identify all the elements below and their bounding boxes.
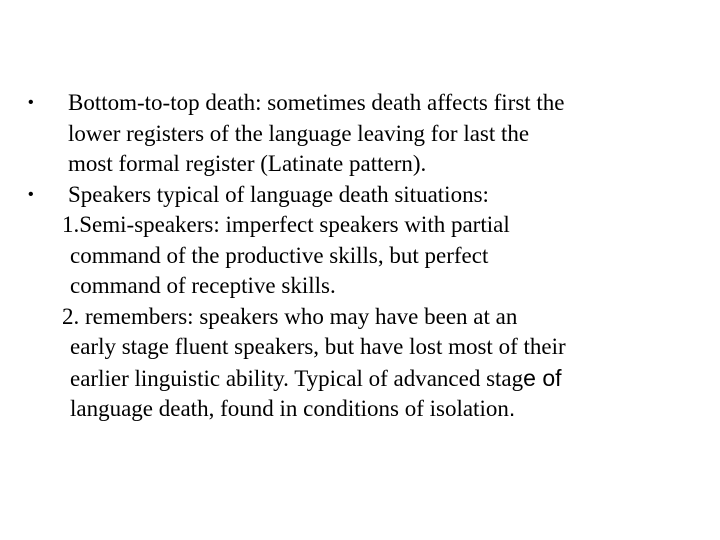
bullet-icon: • (28, 185, 34, 203)
numbered-1-line-3: command of receptive skills. (70, 273, 336, 298)
numbered-2-line-4 (28, 393, 708, 424)
numbered-1-line-2: command of the productive skills, but perfect (70, 242, 489, 268)
numbered-2-line-1: 2. remembers: speakers who may have been at an (62, 303, 518, 329)
numbered-2-line-3 (28, 363, 708, 394)
bullet-1-line-2: lower registers of the language leaving for last the (68, 120, 530, 146)
numbered-1-line-1: 1.Semi-speakers: imperfect speakers with partial (62, 212, 510, 237)
bullet-text: Bottom-to-top death: sometimes death affects first the (68, 90, 565, 115)
bullet-1-line-1 (28, 88, 708, 119)
numbered-2-line-2: early stage fluent speakers, but have lost most of their (70, 334, 566, 359)
bullet-1-line-3: most formal register (Latinate pattern). (68, 151, 427, 176)
numbered-2-line-4-text: language death, found in conditions of isolation (70, 396, 509, 421)
numbered-2-line-3-tail: e of (523, 364, 562, 391)
bullet-icon: • (28, 94, 34, 111)
numbered-2-line-4-tail: . (508, 395, 516, 421)
bullet-text: Speakers typical of language death situations: (68, 181, 489, 207)
slide-body (28, 88, 708, 424)
numbered-2-line-3-text: earlier linguistic ability. Typical of advanced stag (70, 365, 524, 391)
bullet-2-line-1 (28, 180, 708, 211)
